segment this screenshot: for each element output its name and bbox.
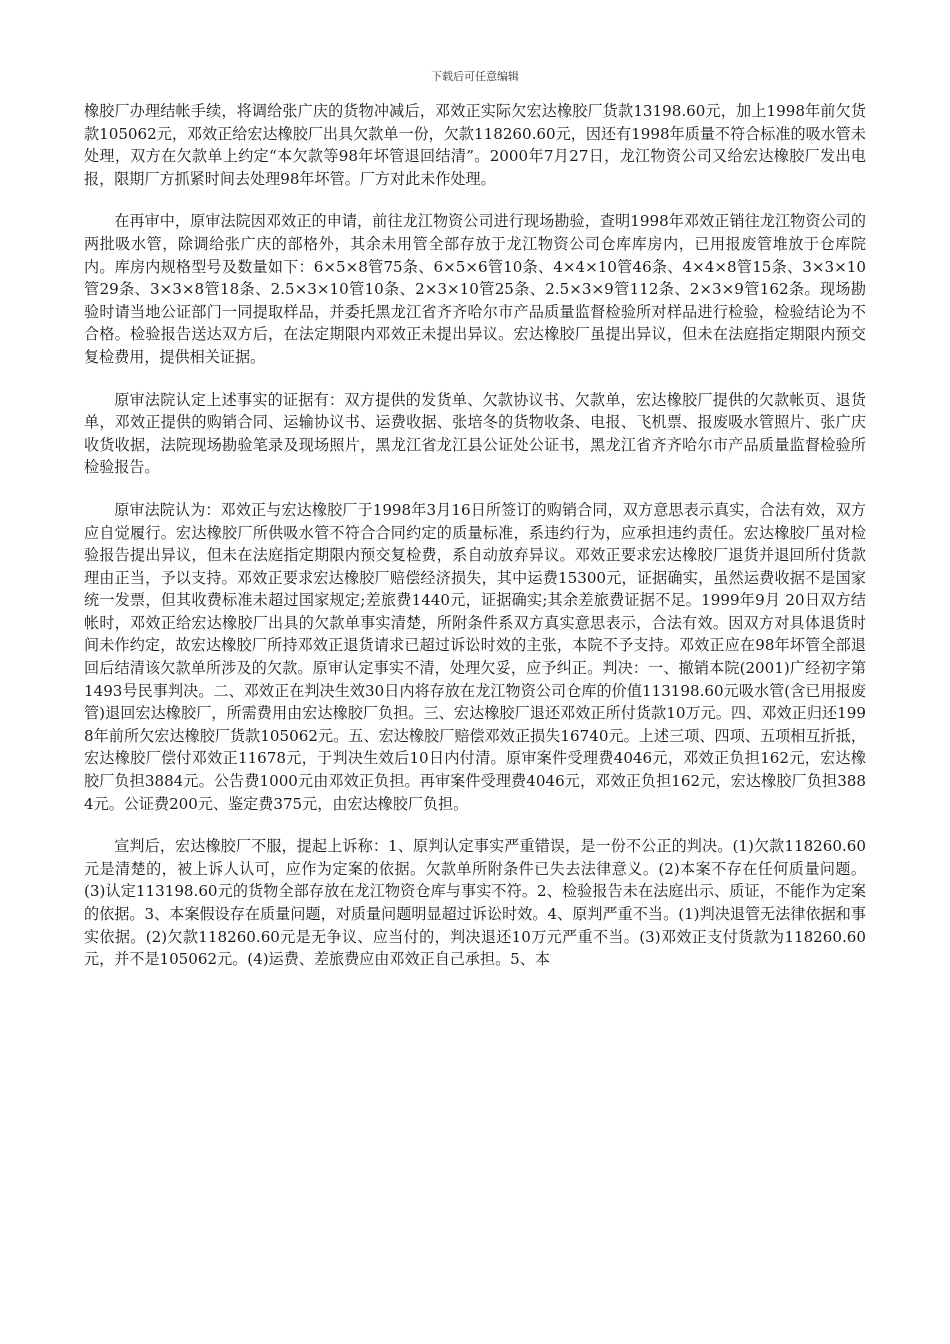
page-header-note: 下载后可任意编辑 bbox=[431, 70, 519, 83]
paragraph-court-opinion: 原审法院认为：邓效正与宏达橡胶厂于1998年3月16日所签订的购销合同，双方意思表示真实，合法有效，双方应自觉履行。宏达橡胶厂所供吸水管不符合合同约定的质量标准，系违约行为，应承担违约责任。宏达橡胶厂虽对检验报告提出异议，但未在法庭指定期限内预交复检费，系自动放弃异议。邓效正要求宏达橡胶厂退货并退回所付货款理由正当，予以支持。邓效正要求宏达橡胶厂赔偿经济损失，其中运费15300元，证据确实，虽然运费收据不是国家统一发票，但其收费标准未超过国家规定;差旅费1440元，证据确实;其余差旅费证据不足。1999年9月 20日双方结帐时，邓效正给宏达橡胶厂出具的欠款单事实清楚，所附条件系双方真实意思表示，合法有效。因双方对具体退货时间未作约定，故宏达橡胶厂所持邓效正退货请求已超过诉讼时效的主张，本院不予支持。邓效正应在98年坏管全部退回后结清该欠款单所涉及的欠款。原审认定事实不清，处理欠妥，应予纠正。判决：一、撤销本院(2001)广经初字第1493号民事判决。二、邓效正在判决生效30日内将存放在龙江物资公司仓库的价值113198.60元吸水管(含已用报废管)退回宏达橡胶厂，所需费用由宏达橡胶厂负担。三、宏达橡胶厂退还邓效正所付货款10万元。四、邓效正归还1998年前所欠宏达橡胶厂货款105062元。五、宏达橡胶厂赔偿邓效正损失16740元。上述三项、四项、五项相互折抵，宏达橡胶厂偿付邓效正11678元，于判决生效后10日内付清。原审案件受理费4046元，邓效正负担162元，宏达橡胶厂负担3884元。公告费1000元由邓效正负担。再审案件受理费4046元，邓效正负担162元，宏达橡胶厂负担3884元。公证费200元、鉴定费375元，由宏达橡胶厂负担。 bbox=[84, 500, 866, 813]
paragraph-appeal: 宣判后，宏达橡胶厂不服，提起上诉称：1、原判认定事实严重错误，是一份不公正的判决。(1)欠款118260.60元是清楚的，被上诉人认可，应作为定案的依据。欠款单所附条件已失去法律意义。(2)本案不存在任何质量问题。(3)认定113198.60元的货物全部存放在龙江物资仓库与事实不符。2、检验报告未在法庭出示、质证，不能作为定案的依据。3、本案假设存在质量问题，对质量问题明显超过诉讼时效。4、原判严重不当。(1)判决退管无法律依据和事实依据。(2)欠款118260.60元是无争议、应当付的，判决退还10万元严重不当。(3)邓效正支付货款为118260.60元，并不是105062元。(4)运费、差旅费应由邓效正自己承担。5、本 bbox=[84, 837, 866, 969]
document-body bbox=[84, 100, 866, 991]
paragraph-continuation: 橡胶厂办理结帐手续，将调给张广庆的货物冲减后，邓效正实际欠宏达橡胶厂货款13198.60元，加上1998年前欠货款105062元，邓效正给宏达橡胶厂出具欠款单一份，欠款118260.60元，因还有1998年质量不符合标准的吸水管未处理，双方在欠款单上约定“本欠款等98年坏管退回结清”。2000年7月27日，龙江物资公司又给宏达橡胶厂发出电报，限期厂方抓紧时间去处理98年坏管。厂方对此未作处理。 bbox=[84, 102, 866, 188]
paragraph-retrial-inspection: 在再审中，原审法院因邓效正的申请，前往龙江物资公司进行现场勘验，查明1998年邓效正销往龙江物资公司的两批吸水管，除调给张广庆的部格外，其余未用管全部存放于龙江物资公司仓库库房内，已用报废管堆放于仓库院内。库房内规格型号及数量如下：6×5×8管75条、6×5×6管10条、4×4×10管46条、4×4×8管15条、3×3×10管29条、3×3×8管18条、2.5×3×10管10条、2×3×10管25条、2.5×3×9管112条、2×3×9管162条。现场勘验时请当地公证部门一同提取样品，并委托黑龙江省齐齐哈尔市产品质量监督检验所对样品进行检验，检验结论为不合格。检验报告送达双方后，在法定期限内邓效正未提出异议。宏达橡胶厂虽提出异议，但未在法庭指定期限内预交复检费用，提供相关证据。 bbox=[84, 212, 866, 366]
paragraph-evidence: 原审法院认定上述事实的证据有：双方提供的发货单、欠款协议书、欠款单，宏达橡胶厂提供的欠款帐页、退货单，邓效正提供的购销合同、运输协议书、运费收据、张培冬的货物收条、电报、飞机票、报废吸水管照片、张广庆收货收据，法院现场勘验笔录及现场照片，黑龙江省龙江县公证处公证书，黑龙江省齐齐哈尔市产品质量监督检验所检验报告。 bbox=[84, 390, 866, 477]
